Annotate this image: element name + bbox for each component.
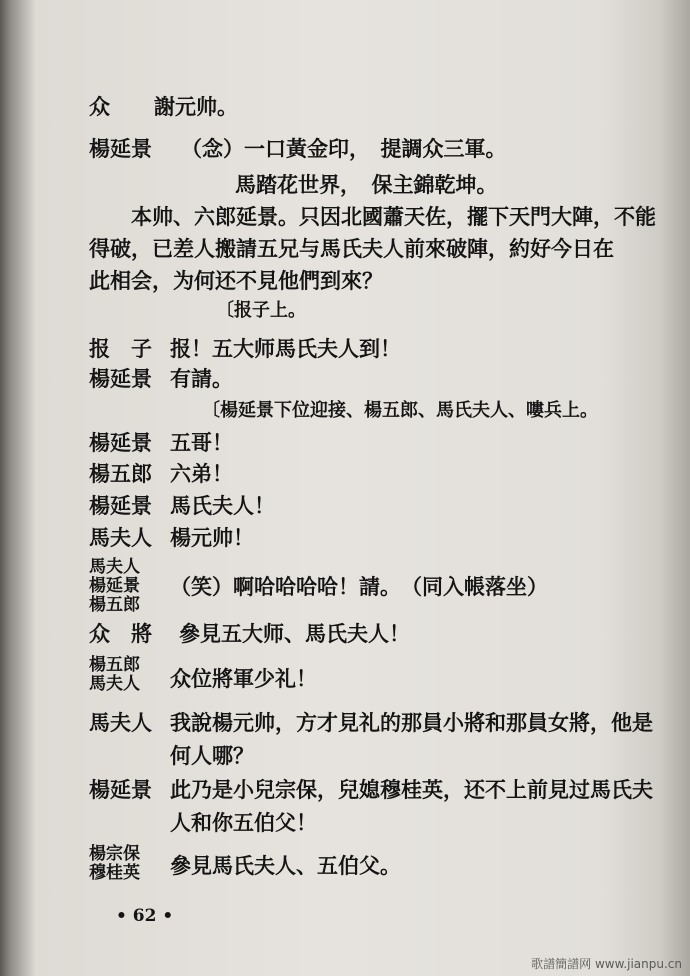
page-number: • 62 • bbox=[116, 906, 174, 926]
speaker-label: 报 子 bbox=[89, 336, 152, 361]
dialogue-line: 此乃是小兒宗保，兒媳穆桂英，还不上前見过馬氏夫 bbox=[170, 777, 653, 802]
dialogue-line: 何人哪？ bbox=[170, 743, 254, 768]
group-speaker-label bbox=[89, 656, 140, 694]
dialogue-line: 此相会，为何还不見他們到來？ bbox=[89, 268, 383, 293]
stage-direction: 〔报子上。 bbox=[216, 300, 306, 321]
dialogue-line: 人和你五伯父！ bbox=[170, 810, 317, 835]
speaker-label: 馬夫人 bbox=[89, 557, 140, 577]
watermark-text: 歌譜簡譜网 www.jianpu.cn bbox=[531, 957, 682, 971]
dialogue-line: 我說楊元帅，方才見礼的那員小將和那員女將，他是 bbox=[170, 710, 653, 735]
speaker-label: 楊宗保 bbox=[89, 844, 140, 864]
speaker-label: 楊延景 bbox=[89, 493, 152, 518]
dialogue-line: 楊元帅！ bbox=[170, 525, 254, 550]
speaker-label: 穆桂英 bbox=[89, 863, 140, 883]
dialogue-line: （念）一口黃金印， 提調众三軍。 bbox=[181, 136, 507, 161]
speaker-label: 楊延景 bbox=[89, 430, 152, 455]
dialogue-line: 得破，已差人搬請五兄与馬氏夫人前來破陣，約好今日在 bbox=[89, 236, 614, 261]
speaker-label: 楊五郎 bbox=[89, 595, 140, 615]
speaker-label: 众 bbox=[89, 94, 110, 119]
dialogue-line: 本帅、六郎延景。只因北國蕭天佐，擺下天門大陣，不能 bbox=[131, 204, 656, 229]
verse-line: 馬踏花世界， 保主錦乾坤。 bbox=[235, 172, 498, 197]
speaker-label: 馬夫人 bbox=[89, 525, 152, 550]
speaker-label: 楊五郎 bbox=[89, 461, 152, 486]
dialogue-line: 參見五大师、馬氏夫人！ bbox=[179, 621, 410, 646]
dialogue-line: 馬氏夫人！ bbox=[170, 493, 275, 518]
speaker-label: 馬夫人 bbox=[89, 710, 152, 735]
speaker-label: 楊延景 bbox=[89, 366, 152, 391]
group-speaker-label bbox=[89, 558, 140, 615]
stage-direction: 〔楊延景下位迎接、楊五郎、馬氏夫人、嘍兵上。 bbox=[202, 400, 598, 421]
dialogue-line: 众位將軍少礼！ bbox=[170, 666, 317, 691]
dialogue-line: 六弟！ bbox=[170, 461, 233, 486]
dialogue-line: 參見馬氏夫人、五伯父。 bbox=[170, 853, 401, 878]
speaker-label: 楊延景 bbox=[89, 777, 152, 802]
dialogue-line: 五哥！ bbox=[170, 430, 233, 455]
dialogue-line: 謝元帅。 bbox=[154, 94, 238, 119]
dialogue-line: 报！五大师馬氏夫人到！ bbox=[170, 336, 401, 361]
dialogue-line: 有請。 bbox=[170, 366, 233, 391]
speaker-label: 楊五郎 bbox=[89, 655, 140, 675]
speaker-label: 楊延景 bbox=[89, 136, 152, 161]
group-speaker-label bbox=[89, 845, 140, 883]
speaker-label: 楊延景 bbox=[89, 576, 140, 596]
dialogue-line: （笑）啊哈哈哈哈！請。 （同入帳落坐） bbox=[170, 574, 548, 599]
speaker-label: 馬夫人 bbox=[89, 674, 140, 694]
speaker-label: 众 將 bbox=[89, 621, 152, 646]
